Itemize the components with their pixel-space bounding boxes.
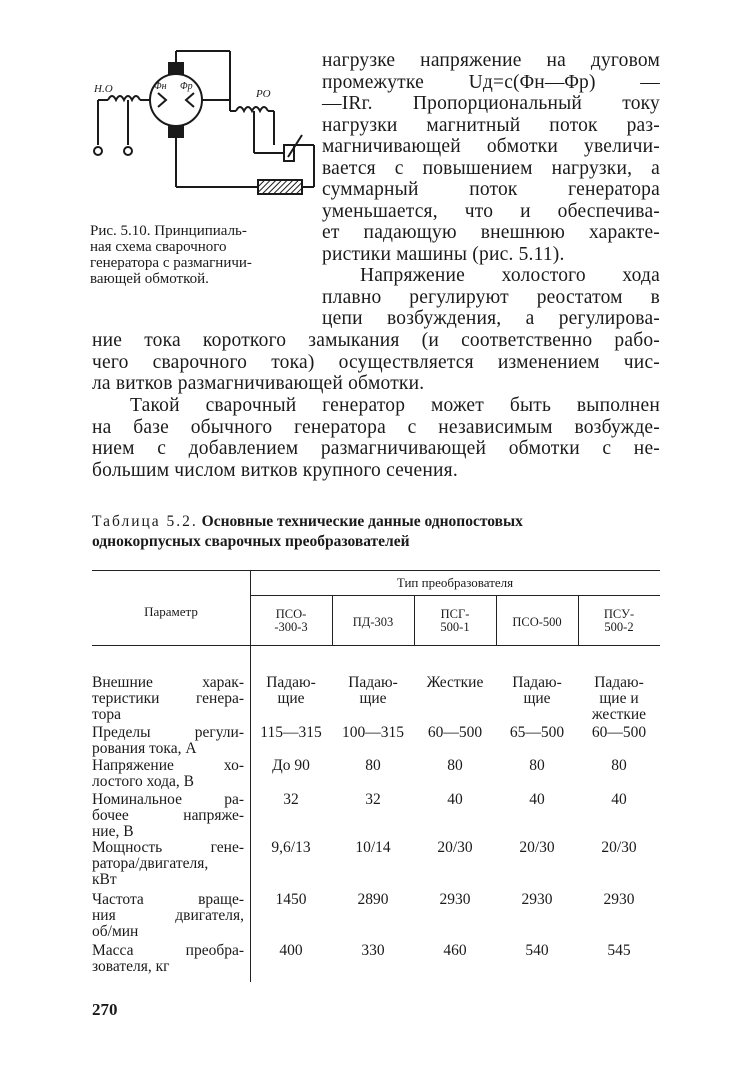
value-cell [578,725,660,741]
column-header [496,616,578,629]
value-cell [496,792,578,808]
column-header-line: 500-1 [440,620,470,634]
value-cell [332,943,414,959]
value-cell [578,943,660,959]
column-header [332,616,414,629]
value-cell [414,758,496,774]
param-line: теристики генера- [92,690,244,707]
param-line: Внешние харак- [92,674,244,691]
column-header-line: 500-2 [604,620,634,634]
type-header: Тип преобразователя [396,575,514,590]
value-line: 60—500 [591,724,647,741]
param-line: Номинальное ра- [92,791,244,808]
value-line: 400 [279,942,303,959]
label-no: Н.О [94,83,113,95]
value-line: 80 [365,757,381,774]
param-line: Мощность гене- [92,839,244,856]
column-header-line: ПСО- [275,607,307,621]
text-line: ет падающую внешнюю характе- [322,222,660,243]
table-label: Таблица 5.2. [92,513,198,530]
value-line: 65—500 [509,724,565,741]
value-cell [578,792,660,808]
value-cell [250,840,332,856]
text-line: —IRг. Пропорциональный току [322,93,660,114]
figure-caption [90,223,310,287]
value-line: 545 [607,942,631,959]
param-line: ние, В [92,823,134,840]
value-cell [250,943,332,959]
value-line: 2930 [603,891,635,908]
param-line: зователя, кг [92,958,170,975]
text-line: на базе обычного генератора с независимым возбужде- [92,416,660,438]
value-line: 20/30 [601,839,637,856]
value-line: 80 [611,757,627,774]
table-top-rule [92,570,660,571]
text-line: чего сварочного тока) осуществляется изменением чис- [92,351,660,373]
column-header-line: ПСУ- [603,607,635,621]
value-line: 40 [447,791,463,808]
value-cell [414,792,496,808]
value-line: 540 [525,942,549,959]
label-phi-n: Φн [154,81,167,92]
param-cell [92,675,244,723]
param-cell [92,725,244,757]
type-header-rule [250,595,660,596]
text-line: нагрузке напряжение на дуговом [322,50,660,71]
value-cell [578,840,660,856]
label-ro: РО [256,88,271,100]
value-line: 2890 [357,891,389,908]
value-cell [496,892,578,908]
paragraph-2-full [92,330,660,395]
value-cell [578,892,660,908]
value-cell [250,892,332,908]
param-cell [92,840,244,888]
value-line: щие [523,690,551,707]
value-line: 32 [283,791,299,808]
text-line: ла витков размагничивающей обмотки. [92,373,425,394]
value-line: Падаю- [348,674,398,691]
table-title [92,512,660,552]
param-line: лостого хода, В [92,773,194,790]
welding-generator-schematic [88,45,318,220]
text-line: магничивающей обмотки увеличи- [322,136,660,157]
value-line: 40 [611,791,627,808]
value-cell [250,675,332,707]
value-cell [332,725,414,741]
value-cell [414,840,496,856]
value-line: 2930 [439,891,471,908]
column-header-line: ПД-303 [352,615,394,629]
value-cell [414,675,496,691]
text-line: нагрузки магнитный поток раз- [322,114,660,136]
column-header-line: ПСО-500 [512,615,562,629]
value-cell [332,792,414,808]
param-header: Параметр [144,604,198,619]
text-line: суммарный поток генератора [322,179,660,200]
value-line: щие [359,690,387,707]
value-line: 1450 [275,891,307,908]
value-line: 100—315 [342,724,404,741]
text-line: Такой сварочный генератор может быть выполнен [130,395,660,416]
value-line: жесткие [591,706,647,723]
label-phi-r: Φр [180,81,193,92]
param-line: ратора/двигателя, [92,855,209,872]
text-line: Напряжение холостого хода [360,265,660,286]
caption-line: Рис. 5.10. Принципиаль- [90,223,247,239]
column-header-line: ПСГ- [440,607,470,621]
value-cell [414,725,496,741]
param-cell [92,943,244,975]
param-line: ния двигателя, [92,907,244,924]
param-line: бочее напряже- [92,807,244,824]
text-line: уменьшается, что и обеспечива- [322,200,660,222]
value-line: 2930 [521,891,553,908]
value-cell [496,675,578,707]
value-line: 10/14 [355,839,391,856]
value-line: 20/30 [437,839,473,856]
value-line: щие и [599,690,639,707]
param-line: Пределы регули- [92,724,244,741]
paragraph-2-right [322,265,660,330]
value-line: 9,6/13 [271,839,311,856]
value-cell [414,892,496,908]
table-title-line-1: Основные технические данные однопостовых [201,513,523,530]
value-line: 32 [365,791,381,808]
value-cell [250,725,332,741]
param-line: рования тока, А [92,740,197,757]
param-line: тора [92,706,121,723]
param-cell [92,758,244,790]
value-cell [332,758,414,774]
param-line: Напряжение хо- [92,757,244,774]
value-cell [250,758,332,774]
text-line: ристики машины (рис. 5.11). [322,243,565,265]
text-line: ние тока короткого замыкания (и соответственно рабо- [92,330,660,351]
caption-line: генератора с размагничи- [90,255,252,271]
param-line: об/мин [92,923,139,940]
paragraph-3 [92,395,660,481]
value-line: Жесткие [426,674,484,691]
text-line: нием с добавлением размагничивающей обмотки с не- [92,438,660,459]
value-line: 60—500 [427,724,483,741]
value-cell [496,725,578,741]
column-header [578,608,660,634]
value-line: 80 [447,757,463,774]
param-line: кВт [92,871,117,888]
value-line: Падаю- [594,674,644,691]
value-cell [496,758,578,774]
text-line: цепи возбуждения, а регулирова- [322,308,660,329]
figure-schematic [88,45,318,220]
value-line: 330 [361,942,385,959]
text-line: большим числом витков крупного сечения. [92,459,458,481]
value-line: 80 [529,757,545,774]
value-line: 20/30 [519,839,555,856]
paragraph-1 [322,50,660,265]
column-header [414,608,496,634]
value-line: Падаю- [512,674,562,691]
caption-line: ная схема сварочного [90,239,227,255]
param-line: Масса преобра- [92,942,244,959]
column-header-line: -300-3 [274,620,308,634]
value-cell [578,675,660,723]
value-cell [332,675,414,707]
value-cell [250,792,332,808]
value-line: Падаю- [266,674,316,691]
value-line: До 90 [272,757,310,774]
table-title-line-2: однокорпусных сварочных преобразователей [92,533,410,550]
value-cell [578,758,660,774]
value-cell [496,840,578,856]
value-line: 40 [529,791,545,808]
value-line: 460 [443,942,467,959]
value-line: 115—315 [260,724,322,741]
value-cell [414,943,496,959]
value-cell [332,840,414,856]
text-line: вается с повышением нагрузки, а [322,157,660,179]
caption-line: вающей обмоткой. [90,271,209,287]
text-line: промежутке Uд=c(Φн—Φр) — [322,71,660,93]
value-cell [496,943,578,959]
column-header [250,608,332,634]
value-cell [332,892,414,908]
table-header-rule [92,645,660,646]
param-cell [92,792,244,840]
param-line: Частота враще- [92,891,244,908]
text-line: плавно регулируют реостатом в [322,286,660,308]
value-line: щие [277,690,305,707]
param-cell [92,892,244,940]
page-number: 270 [92,1000,118,1019]
